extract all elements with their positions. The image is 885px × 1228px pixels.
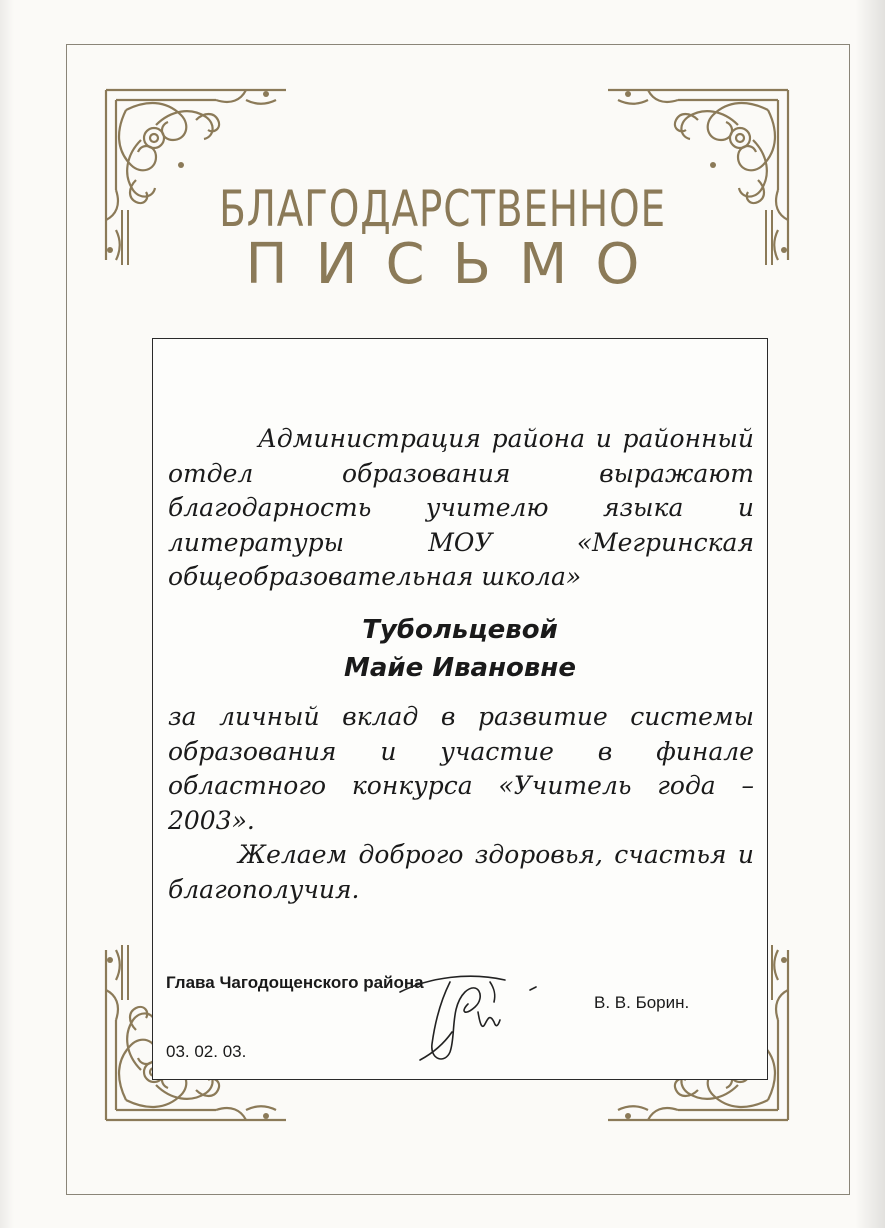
recipient-surname: Тубольцевой [362,615,558,645]
recipient-name [152,611,768,687]
wishes-paragraph: Желаем доброго здоровья, счастья и благополучия. [168,840,754,904]
letter-title-line2: ПИСЬМО [245,232,668,297]
recipient-given-names: Майе Ивановне [344,653,576,683]
signatory-name: В. В. Борин. [594,993,690,1012]
letter-title-line1: БЛАГОДАРСТВЕННОЕ [219,180,666,238]
signatory-position: Глава Чагодощенского района [166,973,424,992]
letter-date: 03. 02. 03. [166,1042,247,1061]
handwritten-signature [390,952,560,1072]
gratitude-paragraph: Администрация района и районный отдел образования выражают благодарность учителю языка и литературы МОУ «Мегринская общеобразовательная школа» [168,424,754,591]
reason-paragraph: за личный вклад в развитие системы образования и участие в финале областного конкурса «Учитель года – 2003». [168,702,754,835]
